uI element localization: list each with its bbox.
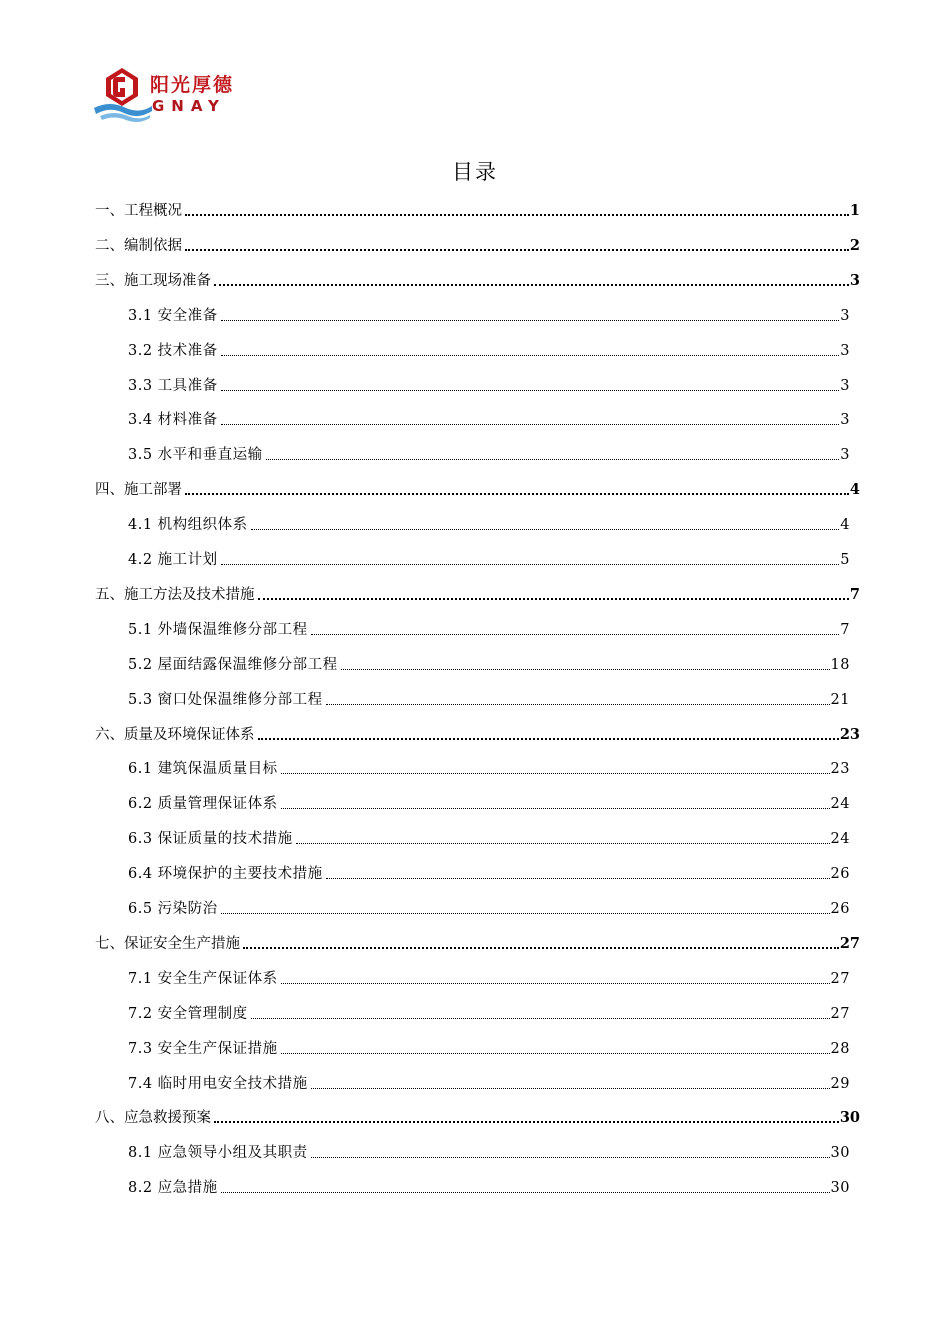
toc-leader-dots [296,843,830,844]
toc-leader-dots [221,355,840,356]
toc-leader-dots [221,1192,830,1193]
toc-entry-page-number: 1 [849,202,860,219]
toc-entry-page-number: 23 [830,761,850,778]
toc-entry-label: 4.1 机构组织体系 [128,517,248,534]
toc-leader-dots [185,214,849,216]
toc-entry-label: 六、质量及环境保证体系 [95,726,255,743]
toc-leader-dots [185,493,849,495]
toc-section-entry[interactable] [95,585,860,605]
toc-entry-page-number: 3 [840,447,850,464]
toc-subsection-entry[interactable] [128,899,850,919]
toc-leader-dots [281,1053,830,1054]
toc-entry-label: 3.1 安全准备 [128,307,218,324]
toc-entry-label: 6.4 环境保护的主要技术措施 [128,866,323,883]
toc-subsection-entry[interactable] [128,1074,850,1094]
toc-subsection-entry[interactable] [128,620,850,640]
gnay-logo-icon [92,64,154,124]
toc-subsection-entry[interactable] [128,969,850,989]
toc-entry-label: 3.4 材料准备 [128,412,218,429]
toc-entry-page-number: 26 [830,901,850,917]
toc-entry-label: 5.1 外墙保温维修分部工程 [128,621,308,638]
toc-entry-page-number: 3 [840,377,850,394]
toc-leader-dots [311,1157,830,1158]
toc-leader-dots [281,983,830,984]
toc-leader-dots [311,1088,830,1089]
toc-section-entry[interactable] [95,1108,860,1128]
page-title: 目录 [452,160,498,184]
toc-subsection-entry[interactable] [128,690,850,710]
toc-leader-dots [281,773,830,774]
logo-chinese-name: 阳光厚德 [150,74,235,96]
toc-section-entry[interactable] [95,201,860,221]
toc-leader-dots [281,808,830,809]
toc-entry-page-number: 3 [840,412,850,429]
toc-section-entry[interactable] [95,271,860,291]
toc-entry-page-number: 7 [840,621,850,638]
toc-leader-dots [243,947,839,949]
toc-entry-label: 3.5 水平和垂直运输 [128,447,263,464]
toc-leader-dots [221,564,840,565]
toc-entry-page-number: 28 [830,1040,850,1057]
toc-entry-label: 四、施工部署 [95,482,182,499]
toc-entry-page-number: 23 [839,725,860,743]
toc-entry-page-number: 29 [830,1075,850,1092]
toc-entry-page-number: 27 [830,970,850,987]
toc-entry-page-number: 27 [830,1005,850,1022]
toc-subsection-entry[interactable] [128,376,850,396]
toc-entry-page-number: 30 [830,1145,850,1162]
toc-entry-label: 7.2 安全管理制度 [128,1005,248,1022]
toc-subsection-entry[interactable] [128,1143,850,1163]
toc-entry-page-number: 5 [840,552,850,568]
toc-subsection-entry[interactable] [128,829,850,849]
toc-entry-label: 6.3 保证质量的技术措施 [128,831,293,848]
toc-leader-dots [258,598,849,600]
toc-subsection-entry[interactable] [128,1004,850,1024]
toc-entry-page-number: 4 [849,481,860,499]
toc-entry-page-number: 3 [849,271,860,289]
toc-entry-label: 七、保证安全生产措施 [95,935,240,952]
toc-entry-page-number: 18 [830,656,850,673]
toc-entry-label: 3.2 技术准备 [128,342,218,359]
toc-leader-dots [258,738,839,740]
toc-leader-dots [251,529,840,530]
toc-entry-label: 5.2 屋面结露保温维修分部工程 [128,656,338,673]
toc-section-entry[interactable] [95,480,860,500]
toc-entry-label: 6.1 建筑保温质量目标 [128,761,278,778]
toc-entry-label: 3.3 工具准备 [128,377,218,394]
toc-leader-dots [251,1018,830,1019]
toc-entry-label: 三、施工现场准备 [95,272,211,289]
toc-entry-page-number: 27 [839,934,860,952]
toc-entry-label: 5.3 窗口处保温维修分部工程 [128,691,323,708]
toc-entry-label: 7.1 安全生产保证体系 [128,970,278,987]
toc-subsection-entry[interactable] [128,794,850,814]
toc-leader-dots [214,284,849,286]
toc-leader-dots [311,634,840,635]
toc-leader-dots [326,878,830,879]
toc-leader-dots [341,669,830,670]
toc-entry-label: 一、工程概况 [95,203,182,219]
toc-entry-label: 6.5 污染防治 [128,901,218,917]
toc-entry-label: 五、施工方法及技术措施 [95,586,255,603]
toc-leader-dots [326,704,830,705]
toc-entry-label: 6.2 质量管理保证体系 [128,796,278,813]
toc-entry-page-number: 7 [849,585,860,603]
toc-subsection-entry[interactable] [128,306,850,326]
toc-leader-dots [221,913,830,914]
toc-entry-page-number: 30 [839,1109,860,1127]
toc-subsection-entry[interactable] [128,445,850,465]
logo-english-name: GNAY [152,97,226,115]
toc-leader-dots [221,390,840,391]
toc-section-entry[interactable] [95,725,860,745]
toc-subsection-entry[interactable] [128,1039,850,1059]
toc-leader-dots [221,320,840,321]
toc-entry-page-number: 2 [849,236,860,254]
toc-entry-page-number: 30 [830,1180,850,1197]
toc-subsection-entry[interactable] [128,1178,850,1198]
toc-subsection-entry[interactable] [128,759,850,779]
toc-entry-page-number: 21 [830,691,850,708]
toc-entry-label: 二、编制依据 [95,237,182,254]
toc-section-entry[interactable] [95,934,860,954]
toc-entry-label: 8.2 应急措施 [128,1180,218,1197]
toc-entry-label: 4.2 施工计划 [128,552,218,568]
toc-entry-page-number: 3 [840,307,850,324]
toc-subsection-entry[interactable] [128,410,850,430]
company-logo [92,64,262,124]
toc-leader-dots [221,424,840,425]
toc-subsection-entry[interactable] [128,655,850,675]
toc-entry-page-number: 3 [840,342,850,359]
toc-section-entry[interactable] [95,236,860,256]
toc-entry-label: 8.1 应急领导小组及其职责 [128,1145,308,1162]
toc-leader-dots [266,459,840,460]
toc-leader-dots [185,249,849,251]
toc-entry-page-number: 4 [840,517,850,534]
toc-subsection-entry[interactable] [128,341,850,361]
toc-leader-dots [214,1121,839,1123]
toc-entry-label: 7.4 临时用电安全技术措施 [128,1075,308,1092]
toc-entry-page-number: 26 [830,866,850,883]
toc-subsection-entry[interactable] [128,515,850,535]
toc-subsection-entry[interactable] [128,550,850,570]
toc-entry-label: 7.3 安全生产保证措施 [128,1040,278,1057]
toc-entry-page-number: 24 [830,831,850,848]
toc-entry-label: 八、应急救援预案 [95,1110,211,1127]
toc-entry-page-number: 24 [830,796,850,813]
toc-subsection-entry[interactable] [128,864,850,884]
